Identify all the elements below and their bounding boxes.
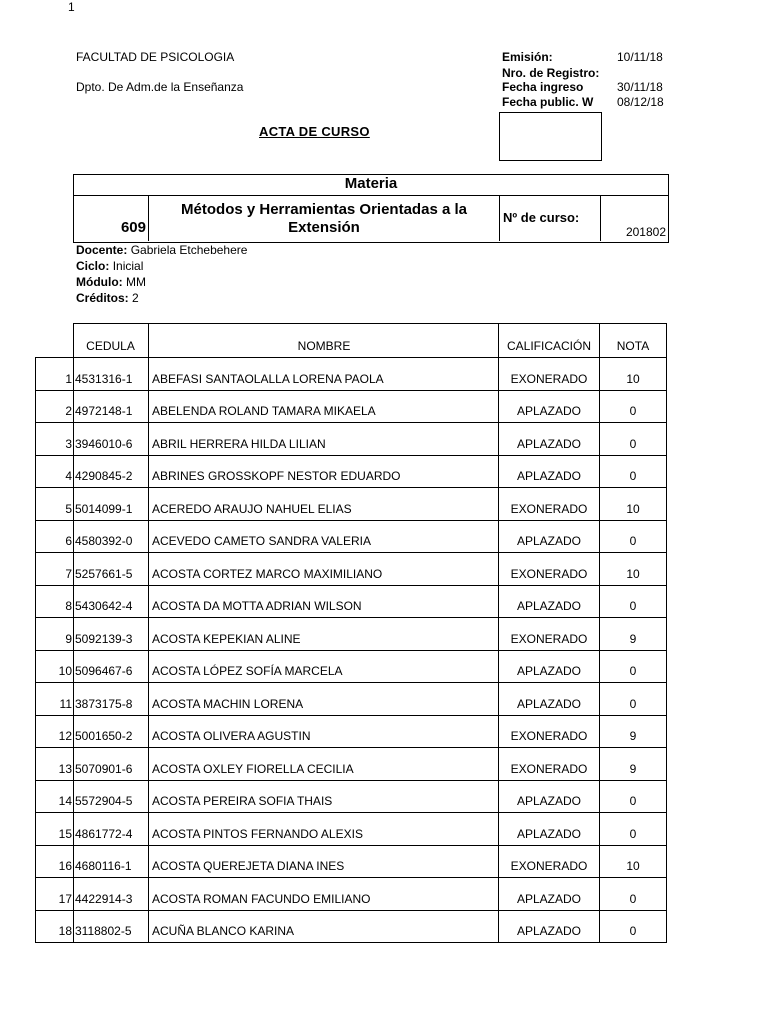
registro-label: Nro. de Registro: bbox=[502, 66, 600, 80]
header-nota: NOTA bbox=[600, 324, 667, 358]
emision-label: Emisión: bbox=[502, 50, 553, 64]
calificacion-cell: EXONERADO bbox=[499, 358, 600, 391]
nombre-cell: ACOSTA PINTOS FERNANDO ALEXIS bbox=[149, 813, 499, 846]
calificacion-cell: APLAZADO bbox=[499, 910, 600, 943]
nombre-cell: ABRINES GROSSKOPF NESTOR EDUARDO bbox=[149, 455, 499, 488]
row-index: 17 bbox=[36, 878, 74, 911]
calificacion-cell: APLAZADO bbox=[499, 878, 600, 911]
row-index: 3 bbox=[36, 423, 74, 456]
cedula-cell: 5430642-4 bbox=[74, 585, 149, 618]
table-row bbox=[36, 748, 667, 781]
row-index: 8 bbox=[36, 585, 74, 618]
public-label: Fecha public. W bbox=[502, 95, 594, 109]
cedula-cell: 4861772-4 bbox=[74, 813, 149, 846]
nota-cell: 10 bbox=[600, 553, 667, 586]
calificacion-cell: APLAZADO bbox=[499, 455, 600, 488]
public-value: 08/12/18 bbox=[617, 95, 664, 109]
calificacion-cell: EXONERADO bbox=[499, 553, 600, 586]
ciclo-line: Ciclo: Inicial bbox=[76, 259, 144, 273]
nombre-cell: ACEREDO ARAUJO NAHUEL ELIAS bbox=[149, 488, 499, 521]
nota-cell: 0 bbox=[600, 780, 667, 813]
nombre-cell: ABRIL HERRERA HILDA LILIAN bbox=[149, 423, 499, 456]
cedula-cell: 5572904-5 bbox=[74, 780, 149, 813]
calificacion-cell: APLAZADO bbox=[499, 813, 600, 846]
table-row bbox=[36, 390, 667, 423]
cedula-cell: 4290845-2 bbox=[74, 455, 149, 488]
calificacion-cell: EXONERADO bbox=[499, 845, 600, 878]
stamp-box bbox=[499, 112, 602, 161]
nota-cell: 10 bbox=[600, 488, 667, 521]
materia-label: Materia bbox=[344, 175, 398, 192]
table-row bbox=[36, 813, 667, 846]
cedula-cell: 4680116-1 bbox=[74, 845, 149, 878]
curso-label: Nº de curso: bbox=[503, 210, 580, 225]
row-index: 16 bbox=[36, 845, 74, 878]
row-index: 14 bbox=[36, 780, 74, 813]
table-row bbox=[36, 878, 667, 911]
document-title: ACTA DE CURSO bbox=[259, 124, 370, 139]
cedula-cell: 5001650-2 bbox=[74, 715, 149, 748]
creditos-line: Créditos: 2 bbox=[76, 291, 139, 305]
students-table bbox=[35, 323, 667, 943]
cedula-cell: 4422914-3 bbox=[74, 878, 149, 911]
materia-code: 609 bbox=[120, 219, 146, 236]
nombre-cell: ACOSTA OLIVERA AGUSTIN bbox=[149, 715, 499, 748]
nombre-cell: ACEVEDO CAMETO SANDRA VALERIA bbox=[149, 520, 499, 553]
cedula-cell: 3873175-8 bbox=[74, 683, 149, 716]
faculty-name: FACULTAD DE PSICOLOGIA bbox=[76, 50, 235, 64]
nombre-cell: ACOSTA ROMAN FACUNDO EMILIANO bbox=[149, 878, 499, 911]
calificacion-cell: APLAZADO bbox=[499, 780, 600, 813]
table-row bbox=[36, 520, 667, 553]
row-index: 9 bbox=[36, 618, 74, 651]
row-index: 18 bbox=[36, 910, 74, 943]
table-row bbox=[36, 780, 667, 813]
department-name: Dpto. De Adm.de la Enseñanza bbox=[76, 80, 244, 94]
table-row bbox=[36, 358, 667, 391]
docente-line: Docente: Gabriela Etchebehere bbox=[76, 243, 248, 257]
row-index: 12 bbox=[36, 715, 74, 748]
nombre-cell: ACUÑA BLANCO KARINA bbox=[149, 910, 499, 943]
calificacion-cell: EXONERADO bbox=[499, 715, 600, 748]
calificacion-cell: APLAZADO bbox=[499, 683, 600, 716]
row-index: 7 bbox=[36, 553, 74, 586]
nota-cell: 10 bbox=[600, 845, 667, 878]
table-row bbox=[36, 488, 667, 521]
nota-cell: 9 bbox=[600, 715, 667, 748]
cedula-cell: 5070901-6 bbox=[74, 748, 149, 781]
calificacion-cell: APLAZADO bbox=[499, 423, 600, 456]
nombre-cell: ACOSTA OXLEY FIORELLA CECILIA bbox=[149, 748, 499, 781]
materia-divider-2 bbox=[499, 195, 500, 241]
row-index: 15 bbox=[36, 813, 74, 846]
nota-cell: 9 bbox=[600, 618, 667, 651]
ingreso-label: Fecha ingreso bbox=[502, 80, 584, 94]
cedula-cell: 4580392-0 bbox=[74, 520, 149, 553]
header-nombre: NOMBRE bbox=[149, 324, 499, 358]
nota-cell: 0 bbox=[600, 878, 667, 911]
row-index: 13 bbox=[36, 748, 74, 781]
header-cedula: CEDULA bbox=[74, 324, 149, 358]
row-index: 10 bbox=[36, 650, 74, 683]
nota-cell: 0 bbox=[600, 390, 667, 423]
nota-cell: 0 bbox=[600, 585, 667, 618]
table-row bbox=[36, 715, 667, 748]
row-index: 6 bbox=[36, 520, 74, 553]
table-header-row bbox=[36, 324, 667, 358]
cedula-cell: 3946010-6 bbox=[74, 423, 149, 456]
cedula-cell: 5014099-1 bbox=[74, 488, 149, 521]
header-calificacion: CALIFICACIÓN bbox=[499, 324, 600, 358]
emision-value: 10/11/18 bbox=[617, 50, 663, 64]
nota-cell: 0 bbox=[600, 423, 667, 456]
calificacion-cell: APLAZADO bbox=[499, 520, 600, 553]
nombre-cell: ABELENDA ROLAND TAMARA MIKAELA bbox=[149, 390, 499, 423]
row-index: 5 bbox=[36, 488, 74, 521]
nombre-cell: ACOSTA KEPEKIAN ALINE bbox=[149, 618, 499, 651]
table-row bbox=[36, 845, 667, 878]
nota-cell: 0 bbox=[600, 683, 667, 716]
table-row bbox=[36, 650, 667, 683]
table-row bbox=[36, 618, 667, 651]
calificacion-cell: EXONERADO bbox=[499, 748, 600, 781]
header-blank bbox=[36, 324, 74, 358]
row-index: 11 bbox=[36, 683, 74, 716]
nombre-cell: ACOSTA DA MOTTA ADRIAN WILSON bbox=[149, 585, 499, 618]
table-row bbox=[36, 585, 667, 618]
cedula-cell: 5096467-6 bbox=[74, 650, 149, 683]
nombre-cell: ACOSTA LÓPEZ SOFÍA MARCELA bbox=[149, 650, 499, 683]
table-row bbox=[36, 553, 667, 586]
nombre-cell: ACOSTA QUEREJETA DIANA INES bbox=[149, 845, 499, 878]
table-row bbox=[36, 423, 667, 456]
modulo-line: Módulo: MM bbox=[76, 275, 146, 289]
row-index: 1 bbox=[36, 358, 74, 391]
calificacion-cell: EXONERADO bbox=[499, 618, 600, 651]
row-index: 4 bbox=[36, 455, 74, 488]
materia-name-line2: Extensión bbox=[288, 219, 360, 236]
cedula-cell: 5092139-3 bbox=[74, 618, 149, 651]
nota-cell: 9 bbox=[600, 748, 667, 781]
cedula-cell: 3118802-5 bbox=[74, 910, 149, 943]
ingreso-value: 30/11/18 bbox=[617, 80, 663, 94]
cedula-cell: 5257661-5 bbox=[74, 553, 149, 586]
nota-cell: 0 bbox=[600, 650, 667, 683]
nombre-cell: ABEFASI SANTAOLALLA LORENA PAOLA bbox=[149, 358, 499, 391]
cedula-cell: 4531316-1 bbox=[74, 358, 149, 391]
nota-cell: 0 bbox=[600, 813, 667, 846]
row-index: 2 bbox=[36, 390, 74, 423]
page-number: 1 bbox=[68, 0, 75, 14]
curso-value: 201802 bbox=[625, 225, 666, 239]
nota-cell: 0 bbox=[600, 455, 667, 488]
table-row bbox=[36, 910, 667, 943]
nombre-cell: ACOSTA PEREIRA SOFIA THAIS bbox=[149, 780, 499, 813]
table-row bbox=[36, 455, 667, 488]
calificacion-cell: EXONERADO bbox=[499, 488, 600, 521]
table-row bbox=[36, 683, 667, 716]
nota-cell: 10 bbox=[600, 358, 667, 391]
calificacion-cell: APLAZADO bbox=[499, 390, 600, 423]
nombre-cell: ACOSTA CORTEZ MARCO MAXIMILIANO bbox=[149, 553, 499, 586]
cedula-cell: 4972148-1 bbox=[74, 390, 149, 423]
calificacion-cell: APLAZADO bbox=[499, 650, 600, 683]
calificacion-cell: APLAZADO bbox=[499, 585, 600, 618]
nota-cell: 0 bbox=[600, 910, 667, 943]
nota-cell: 0 bbox=[600, 520, 667, 553]
nombre-cell: ACOSTA MACHIN LORENA bbox=[149, 683, 499, 716]
materia-name-line1: Métodos y Herramientas Orientadas a la bbox=[181, 201, 467, 218]
